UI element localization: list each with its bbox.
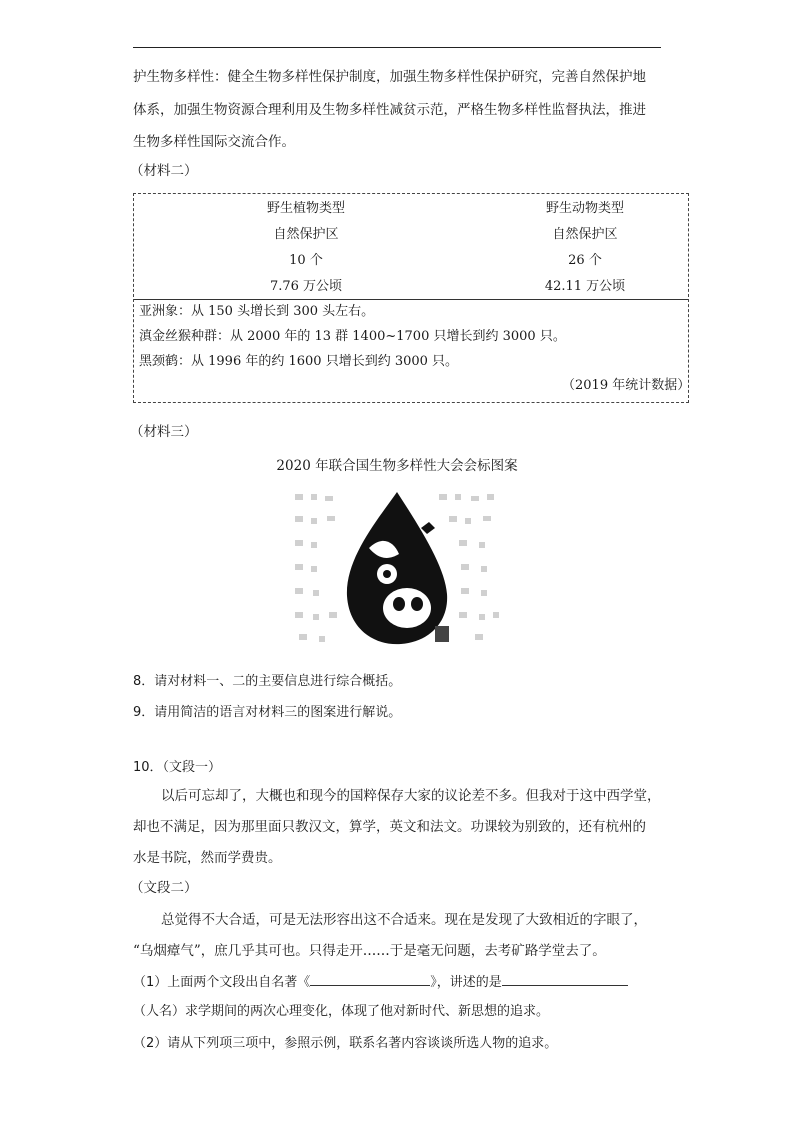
plant-reserve-size: 7.76 万公顷 <box>269 279 343 294</box>
person-name-blank[interactable] <box>502 971 628 986</box>
material1-line-2: 体系，加强生物资源合理利用及生物多样性减贫示范，严格生物多样性监督执法，推进 <box>133 102 646 118</box>
plant-type: 野生植物类型 <box>266 201 345 216</box>
material2-table <box>133 193 689 403</box>
subquestion-1-prefix: （1）上面两个文段出自名著《 <box>133 975 311 990</box>
data-source: （2019 年统计数据） <box>562 378 691 393</box>
passage1-line-2: 却也不满足，因为那里面只教汉文，算学，英文和法文。功课较为别致的，还有杭州的 <box>133 819 646 835</box>
subquestion-1-line <box>133 971 628 993</box>
plant-reserve-count: 10 个 <box>289 253 323 268</box>
passage2-line-1: 总觉得不大合适，可是无法形容出这不合适来。现在是发现了大致相近的字眼了， <box>161 912 647 928</box>
animal-type: 野生动物类型 <box>545 201 624 216</box>
animal-reserve-count: 26 个 <box>568 253 602 268</box>
animal-reserve-size: 42.11 万公顷 <box>544 279 626 294</box>
material3-label: （材料三） <box>130 424 198 440</box>
butterfly-icon <box>421 522 435 534</box>
subquestion-2: （2）请从下列项三项中，参照示例，联系名著内容谈谈所选人物的追求。 <box>133 1036 558 1051</box>
emblem-caption: 2020 年联合国生物多样性大会会标图案 <box>276 458 518 474</box>
elephant-stat: 亚洲象：从 150 头增长到 300 头左右。 <box>139 304 375 319</box>
animal-column <box>470 196 700 300</box>
plant-column <box>191 196 421 300</box>
plant-reserve-label: 自然保护区 <box>273 227 339 242</box>
question-8: 8．请对材料一、二的主要信息进行综合概括。 <box>133 674 402 689</box>
passage1-line-3: 水是书院，然而学费贵。 <box>133 850 282 866</box>
subquestion-1-continuation: （人名）求学期间的两次心理变化，体现了他对新时代、新思想的追求。 <box>133 1004 550 1019</box>
question-9: 9．请用简洁的语言对材料三的图案进行解说。 <box>133 705 402 720</box>
material1-line-3: 生物多样性国际交流合作。 <box>133 134 295 150</box>
question-10-heading: 10．（文段一） <box>133 760 222 775</box>
panda-face <box>383 588 431 628</box>
crane-stat: 黑颈鹤：从 1996 年的约 1600 只增长到约 3000 只。 <box>139 354 459 369</box>
cbd-emblem-image <box>289 488 505 648</box>
header-rule <box>133 47 661 48</box>
book-title-blank[interactable] <box>310 971 430 986</box>
material2-label: （材料二） <box>130 163 198 179</box>
animal-reserve-label: 自然保护区 <box>552 227 618 242</box>
seal-stamp <box>435 626 449 642</box>
passage2-line-2: “乌烟瘴气”，庶几乎其可也。只得走开……于是毫无问题，去考矿路学堂去了。 <box>133 943 606 959</box>
subquestion-1-middle: 》，讲述的是 <box>430 975 502 990</box>
passage2-label: （文段二） <box>130 880 198 896</box>
material1-line-1: 护生物多样性：健全生物多样性保护制度，加强生物多样性保护研究，完善自然保护地 <box>133 69 646 85</box>
monkey-stat: 滇金丝猴种群：从 2000 年的 13 群 1400~1700 只增长到约 3000 只。 <box>139 329 566 344</box>
table-divider <box>134 299 688 300</box>
passage1-line-1: 以后可忘却了，大概也和现今的国粹保存大家的议论差不多。但我对于这中西学堂， <box>161 788 661 804</box>
